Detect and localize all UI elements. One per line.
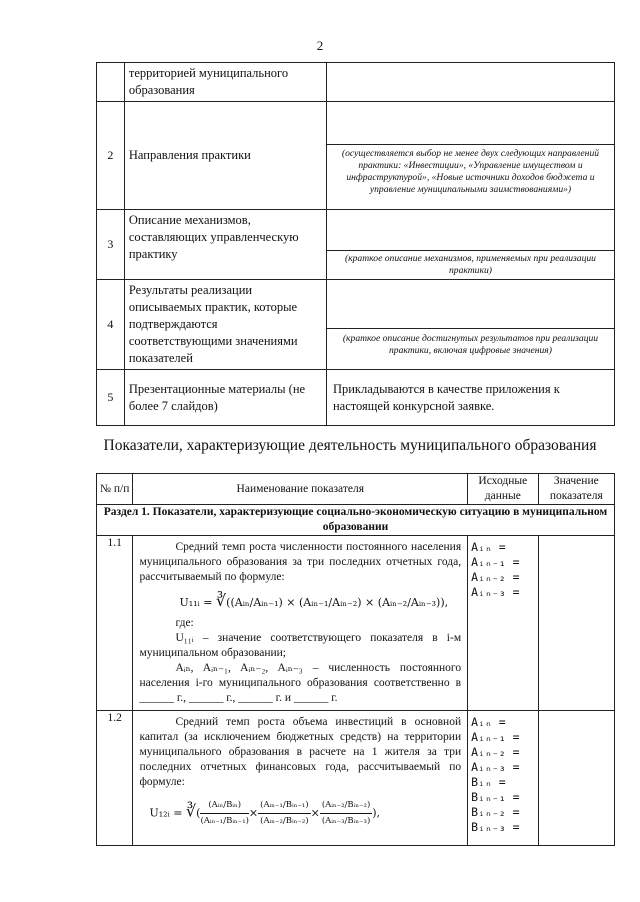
- row-value: [326, 280, 614, 370]
- row-number: 4: [97, 280, 125, 370]
- page-number: 2: [316, 38, 324, 53]
- fraction: [258, 798, 310, 829]
- input-blank: [327, 280, 614, 329]
- source-symbol: Bᵢₙ₋₂ =: [471, 805, 520, 819]
- source-symbol: Aᵢₙ₋₃ =: [471, 585, 520, 599]
- row-label: Результаты реализации описываемых практик, которые подтверждаются соответствующими значениями показателей: [124, 280, 326, 370]
- formula-lhs: U₁₂ᵢ =: [149, 806, 186, 820]
- row-label: Направления практики: [124, 102, 326, 210]
- source-symbol: Aᵢₙ₋₂ =: [471, 570, 520, 584]
- source-symbol: Bᵢₙ =: [471, 775, 506, 789]
- indicators-table: [96, 473, 615, 846]
- indicator-description: [133, 536, 468, 711]
- row-value: [326, 210, 614, 280]
- section-title: Показатели, характеризующие деятельность муниципального образования: [103, 437, 597, 454]
- header-num: № п/п: [97, 474, 133, 505]
- formula-rhs: ((Aᵢₙ/Aᵢₙ₋₁) × (Aᵢₙ₋₁/Aᵢₙ₋₂) × (Aᵢₙ₋₂/Aᵢₙ₋₃)),: [226, 596, 449, 609]
- row-value: [326, 102, 614, 210]
- formula: U₁₂ᵢ = ∛( $\frac{\text{(Aᵢₙ/Bᵢₙ)}}{\text{(Aᵢₙ₋₁/Bᵢₙ₋₁)}}$ × $\frac{\text{(Aᵢₙ₋₁/Bᵢₙ₋₁)}}{\text{(Aᵢₙ₋₂/Bᵢₙ₋₂)}}$ × $\frac{\text{(Aᵢₙ₋₂/Bᵢₙ₋₂)}}{\text{(Aᵢₙ₋₃/Bᵢₙ₋₃)}}$ ),: [139, 790, 461, 835]
- source-symbol: Aᵢₙ =: [471, 540, 506, 554]
- row-number: 3: [97, 210, 125, 280]
- header-value: Значение показателя: [538, 474, 614, 505]
- row-note: (осуществляется выбор не менее двух следующих направлений практики: «Инвестиции», «Управление имуществом и инфраструктурой», «Новые источники доходов бюджета и управление муниципальными заимствованиями»): [341, 148, 600, 195]
- definition: Aᵢₙ, Aᵢₙ₋₁, Aᵢₙ₋₂, Aᵢₙ₋₃ – численность постоянного населения i-го муниципального образования соответственно в ______ г., ______ г., ______ г. и ______ г.: [139, 662, 462, 704]
- source-symbol: Bᵢₙ₋₃ =: [471, 820, 520, 834]
- fraction: [320, 798, 372, 829]
- denominator: (Aᵢₙ₋₂/Bᵢₙ₋₂): [260, 816, 309, 826]
- denominator: (Aᵢₙ₋₃/Bᵢₙ₋₃): [321, 816, 371, 826]
- fraction: [200, 798, 248, 829]
- source-symbol: Aᵢₙ₋₁ =: [471, 730, 520, 744]
- input-blank: [327, 102, 614, 145]
- row-number: 2: [97, 102, 125, 210]
- source-symbol: Aᵢₙ₋₁ =: [471, 555, 520, 569]
- denominator: (Aᵢₙ₋₁/Bᵢₙ₋₁): [200, 816, 249, 826]
- row-note: (краткое описание достигнутых результатов при реализации практики, включая цифровые значения): [342, 333, 599, 356]
- indicator-value: [538, 536, 614, 711]
- header-source: Исходные данные: [468, 474, 538, 505]
- where-label: где:: [175, 617, 194, 629]
- source-data: [468, 711, 538, 846]
- numerator: (Aᵢₙ/Bᵢₙ): [200, 798, 248, 814]
- row-note: (краткое описание механизмов, применяемых при реализации практики): [344, 253, 596, 276]
- row-label: территорией муниципального образования: [124, 63, 326, 102]
- source-symbol: Aᵢₙ₋₂ =: [471, 745, 520, 759]
- header-name: Наименование показателя: [133, 474, 468, 505]
- row-number: 1.2: [97, 711, 133, 846]
- source-symbol: Aᵢₙ₋₃ =: [471, 760, 520, 774]
- definition: U₁₁ᵢ – значение соответствующего показателя в i-м муниципальном образовании;: [139, 632, 462, 659]
- row-number: [97, 63, 125, 102]
- formula: U₁₁ᵢ = ∛((Aᵢₙ/Aᵢₙ₋₁) × (Aᵢₙ₋₁/Aᵢₙ₋₂) × (Aᵢₙ₋₂/Aᵢₙ₋₃)),: [179, 591, 449, 610]
- section-heading: Раздел 1. Показатели, характеризующие социально-экономическую ситуацию в муниципальном образовании: [97, 505, 615, 536]
- indicator-intro: Средний темп роста численности постоянного населения муниципального образования за три последних отчетных года, рассчитываемый по формуле:: [139, 541, 462, 583]
- row-number: 5: [97, 370, 125, 426]
- input-blank: [327, 210, 614, 251]
- source-symbol: Aᵢₙ =: [471, 715, 506, 729]
- row-label: Презентационные материалы (не более 7 слайдов): [124, 370, 326, 426]
- numerator: (Aᵢₙ₋₁/Bᵢₙ₋₁): [258, 798, 310, 814]
- source-symbol: Bᵢₙ₋₁ =: [471, 790, 520, 804]
- practice-table: [96, 62, 615, 426]
- indicator-description: [133, 711, 468, 846]
- row-value: Прикладываются в качестве приложения к настоящей конкурсной заявке.: [326, 370, 614, 426]
- row-label: Описание механизмов, составляющих управленческую практику: [124, 210, 326, 280]
- numerator: (Aᵢₙ₋₂/Bᵢₙ₋₂): [320, 798, 372, 814]
- formula-lhs: U₁₁ᵢ =: [179, 596, 216, 609]
- indicator-intro: Средний темп роста объема инвестиций в основной капитал (за исключением бюджетных средств) на территории муниципального образования в расчете на 1 жителя за три последних отчетных финансовых года, рассчитываемый по формуле:: [139, 716, 462, 788]
- source-data: [468, 536, 538, 711]
- row-value: [326, 63, 614, 102]
- row-number: 1.1: [97, 536, 133, 711]
- indicator-value: [538, 711, 614, 846]
